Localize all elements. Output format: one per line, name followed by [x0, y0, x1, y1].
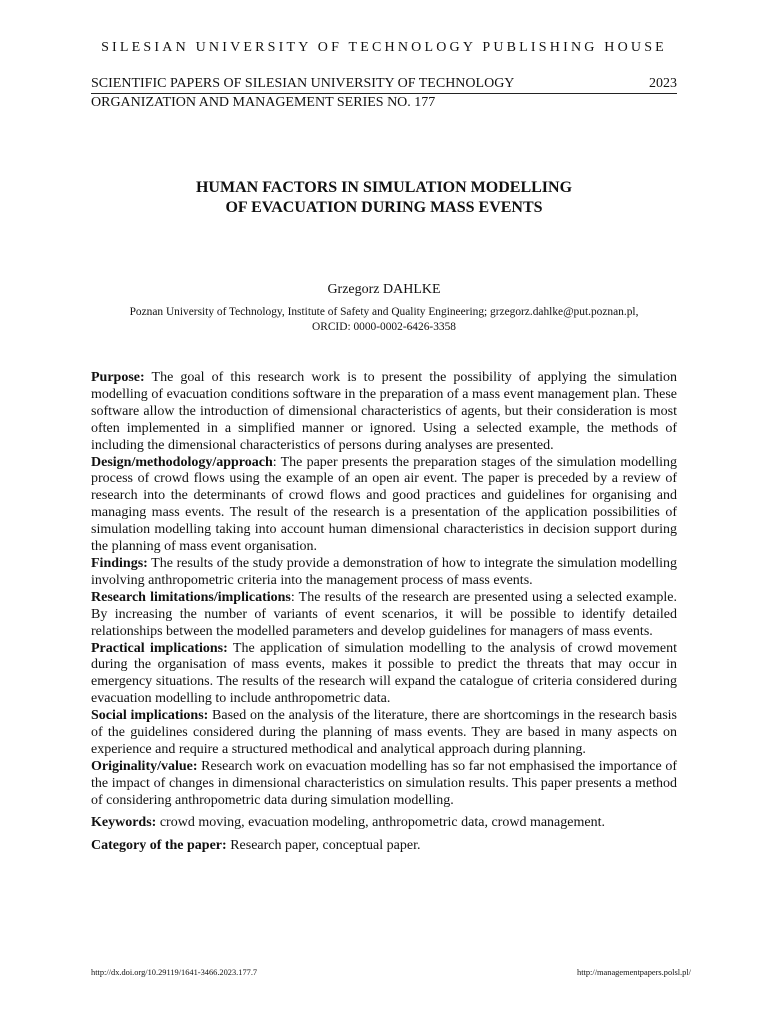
- abstract-design: [91, 455, 677, 556]
- keywords-text: crowd moving, evacuation modeling, anthropometric data, crowd management.: [156, 814, 605, 830]
- doi-link[interactable]: http://dx.doi.org/10.29119/1641-3466.2023.177.7: [91, 968, 258, 977]
- paper-title: [0, 178, 768, 218]
- abstract-practical: [91, 641, 677, 709]
- author-name: Grzegorz DAHLKE: [327, 282, 441, 297]
- abstract-originality: [91, 759, 677, 810]
- keywords: [91, 815, 677, 832]
- abstract-social: [91, 708, 677, 759]
- abstract-findings: [91, 556, 677, 590]
- author-affiliation: [0, 305, 768, 335]
- category-text: Research paper, conceptual paper.: [226, 838, 421, 854]
- series-name: ORGANIZATION AND MANAGEMENT SERIES NO. 177: [91, 95, 436, 110]
- journal-header: [91, 75, 677, 112]
- section-text: : The results of the research are presented using a selected example. By increasing the number of variants of event scenarios, it will be possible to identify detailed relationships between the modelled parameters and develop guidelines for managers of mass events.: [91, 589, 677, 639]
- journal-year: 2023: [649, 76, 677, 91]
- publisher-header: SILESIAN UNIVERSITY OF TECHNOLOGY PUBLISHING HOUSE: [101, 40, 667, 55]
- orcid-text: ORCID: 0000-0002-6426-3358: [312, 321, 456, 333]
- paper-category: [91, 838, 677, 855]
- journal-row: [91, 75, 677, 94]
- section-label: Practical implications:: [91, 640, 228, 656]
- section-text: The goal of this research work is to present the possibility of applying the simulation modelling of evacuation conditions software in the preparation of a mass event management plan. These software allow the introduction of dimensional characteristics of agents, but their consideration is most often implemented in a simplified manner or ignored. Using a selected example, the methods of including the dimensional characteristics of persons during analyses are presented.: [91, 370, 677, 453]
- section-text: The results of the study provide a demonstration of how to integrate the simulation modelling involving anthropometric criteria into the management process of mass events.: [91, 555, 677, 588]
- section-label: Social implications:: [91, 708, 209, 724]
- section-text: The application of simulation modelling to the analysis of crowd movement during the organisation of mass events, makes it possible to predict the threats that may occur in emergency situations. The results of the research will expand the catalogue of criteria considered during evacuation modelling to include anthropometric data.: [91, 640, 677, 707]
- section-label: Findings:: [91, 555, 148, 571]
- category-label: Category of the paper:: [91, 838, 227, 854]
- section-text: : The paper presents the preparation stages of the simulation modelling process of crowd flows using the example of an open air event. The paper is preceded by a review of research into the determinants of crowd flows and good practices and guidelines for organising and managing mass events. The result of the research is a presentation of the application possibilities of simulation modelling taking into account human dimensional characteristics in decision support during the planning of mass event organisation.: [91, 454, 677, 555]
- section-label: Originality/value:: [91, 758, 198, 774]
- section-text: Based on the analysis of the literature, there are shortcomings in the research basis of the guidelines considered during the planning of mass events. They are based in many aspects on experience and require a structured methodical and analytical approach during planning.: [91, 708, 678, 757]
- abstract-limitations: [91, 590, 677, 641]
- section-label: Purpose:: [91, 370, 145, 385]
- keywords-label: Keywords:: [91, 814, 157, 830]
- journal-url-link[interactable]: http://managementpapers.polsl.pl/: [577, 968, 691, 977]
- title-line-2: OF EVACUATION DURING MASS EVENTS: [225, 199, 543, 216]
- abstract-purpose: [91, 370, 677, 455]
- page-footer: [91, 968, 691, 977]
- section-label: Research limitations/implications: [91, 589, 291, 605]
- abstract: [91, 370, 677, 855]
- title-line-1: HUMAN FACTORS IN SIMULATION MODELLING: [195, 179, 573, 196]
- section-label: Design/methodology/approach: [91, 454, 273, 470]
- journal-name: SCIENTIFIC PAPERS OF SILESIAN UNIVERSITY OF TECHNOLOGY: [91, 76, 515, 91]
- affiliation-text: Poznan University of Technology, Institute of Safety and Quality Engineering; grzegorz.dahlke@put.poznan.pl,: [129, 306, 639, 318]
- section-text: Research work on evacuation modelling has so far not emphasised the importance of the impact of changes in dimensional characteristics on simulation results. This paper presents a method of considering anthropometric data during simulation modelling.: [91, 758, 677, 808]
